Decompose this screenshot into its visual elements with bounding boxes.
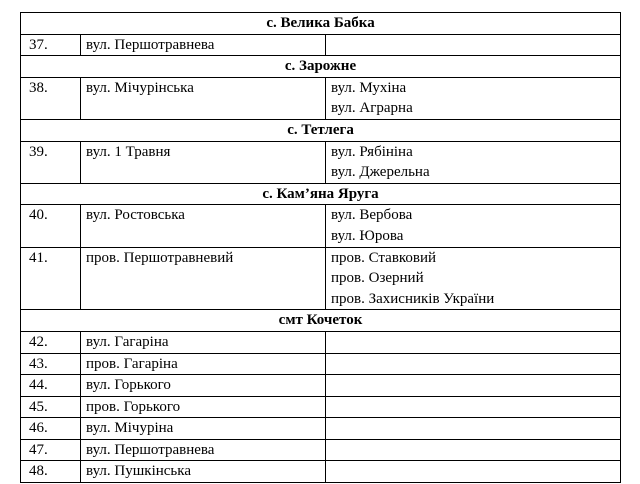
row-number: 46. — [21, 418, 81, 440]
section-header-row — [21, 13, 621, 35]
street-name: вул. Горького — [81, 375, 326, 397]
street-name: вул. Гагаріна — [81, 331, 326, 353]
section-title: с. Зарожне — [21, 56, 621, 78]
section-header-row — [21, 183, 621, 205]
section-header-row — [21, 56, 621, 78]
table-row — [21, 141, 621, 183]
table-row — [21, 461, 621, 483]
street-name: вул. Першотравнева — [81, 439, 326, 461]
street-name: вул. Ростовська — [81, 205, 326, 247]
street-name: вул. Пушкінська — [81, 461, 326, 483]
additional-streets — [326, 353, 621, 375]
row-number: 43. — [21, 353, 81, 375]
street-name: вул. Мічуріна — [81, 418, 326, 440]
table-row — [21, 247, 621, 310]
additional-streets — [326, 247, 621, 310]
table-row — [21, 205, 621, 247]
additional-streets — [326, 34, 621, 56]
additional-streets — [326, 205, 621, 247]
table-row — [21, 418, 621, 440]
additional-streets — [326, 461, 621, 483]
street-name: пров. Гагаріна — [81, 353, 326, 375]
table-row — [21, 34, 621, 56]
row-number: 48. — [21, 461, 81, 483]
street-name: вул. Мічурінська — [81, 77, 326, 119]
additional-street: вул. Рябініна — [331, 143, 413, 160]
section-title: с. Велика Бабка — [21, 13, 621, 35]
row-number: 47. — [21, 439, 81, 461]
table-row — [21, 439, 621, 461]
street-name: пров. Горького — [81, 396, 326, 418]
row-number: 45. — [21, 396, 81, 418]
section-title: смт Кочеток — [21, 310, 621, 332]
additional-streets — [326, 331, 621, 353]
row-number: 41. — [21, 247, 81, 310]
table-row — [21, 396, 621, 418]
street-name: пров. Першотравневий — [81, 247, 326, 310]
additional-street: вул. Юрова — [331, 227, 404, 244]
table-body — [21, 13, 621, 483]
additional-street: пров. Захисників України — [331, 290, 495, 307]
additional-streets — [326, 375, 621, 397]
row-number: 39. — [21, 141, 81, 183]
additional-streets — [326, 418, 621, 440]
street-name: вул. 1 Травня — [81, 141, 326, 183]
row-number: 38. — [21, 77, 81, 119]
additional-streets — [326, 396, 621, 418]
additional-streets — [326, 141, 621, 183]
additional-street: пров. Озерний — [331, 270, 424, 287]
table-row — [21, 331, 621, 353]
additional-street: вул. Джерельна — [331, 164, 430, 181]
section-title: с. Тетлега — [21, 119, 621, 141]
section-title: с. Кам’яна Яруга — [21, 183, 621, 205]
section-header-row — [21, 310, 621, 332]
street-list-table — [20, 12, 621, 483]
additional-street: вул. Аграрна — [331, 100, 413, 117]
street-name: вул. Першотравнева — [81, 34, 326, 56]
additional-street: вул. Мухіна — [331, 79, 407, 96]
row-number: 37. — [21, 34, 81, 56]
additional-street: вул. Вербова — [331, 207, 413, 224]
row-number: 42. — [21, 331, 81, 353]
table-row — [21, 353, 621, 375]
section-header-row — [21, 119, 621, 141]
table-row — [21, 375, 621, 397]
additional-streets — [326, 439, 621, 461]
additional-street: пров. Ставковий — [331, 249, 437, 266]
row-number: 44. — [21, 375, 81, 397]
additional-streets — [326, 77, 621, 119]
table-row — [21, 77, 621, 119]
row-number: 40. — [21, 205, 81, 247]
